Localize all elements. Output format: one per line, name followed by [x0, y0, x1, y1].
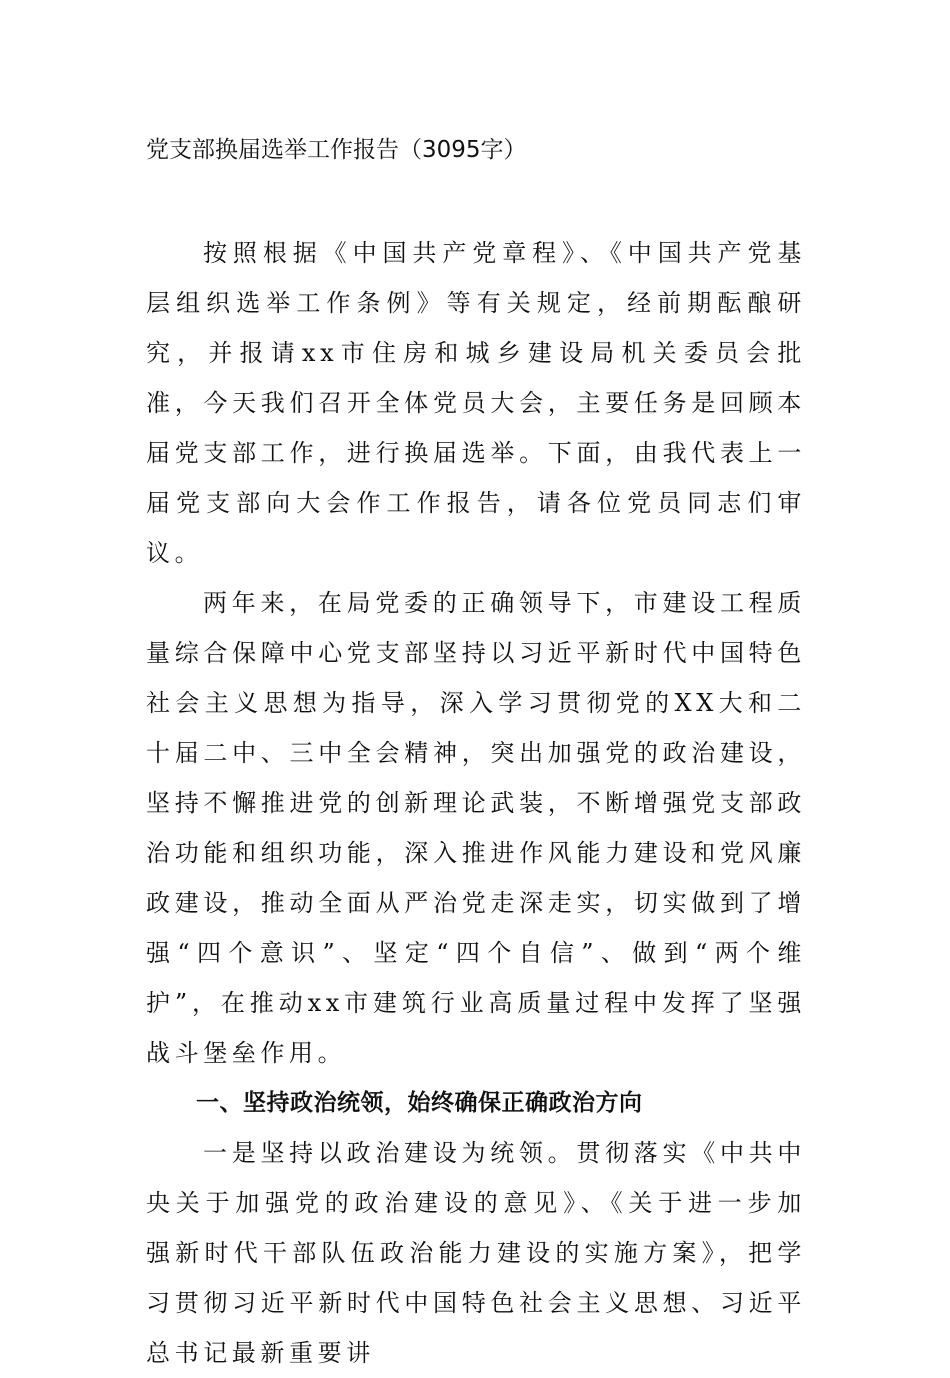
document-body — [146, 228, 806, 1378]
paragraph-summary: 两年来，在局党委的正确领导下，市建设工程质量综合保障中心党支部坚持以习近平新时代中国特色社会主义思想为指导，深入学习贯彻党的XX大和二十届二中、三中全会精神，突出加强党的政治建设，坚持不懈推进党的创新理论武装，不断增强党支部政治功能和组织功能，深入推进作风能力建设和党风廉政建设，推动全面从严治党走深走实，切实做到了增强“四个意识”、坚定“四个自信”、做到“两个维护”，在推动xx市建筑行业高质量过程中发挥了坚强战斗堡垒作用。 — [146, 589, 806, 1067]
paragraph-intro: 按照根据《中国共产党章程》、《中国共产党基层组织选举工作条例》等有关规定，经前期酝酿研究，并报请xx市住房和城乡建设局机关委员会批准，今天我们召开全体党员大会，主要任务是回顾本届党支部工作，进行换届选举。下面，由我代表上一届党支部向大会作工作报告，请各位党员同志们审议。 — [146, 239, 806, 567]
section-heading: 一、坚持政治统领，始终确保正确政治方向 — [196, 1090, 643, 1116]
paragraph-section-one: 一是坚持以政治建设为统领。贯彻落实《中共中央关于加强党的政治建设的意见》、《关于进一步加强新时代干部队伍政治能力建设的实施方案》，把学习贯彻习近平新时代中国特色社会主义思想、习近平总书记最新重要讲 — [146, 1139, 806, 1367]
document-title: 党支部换届选举工作报告（3095字） — [146, 137, 527, 163]
